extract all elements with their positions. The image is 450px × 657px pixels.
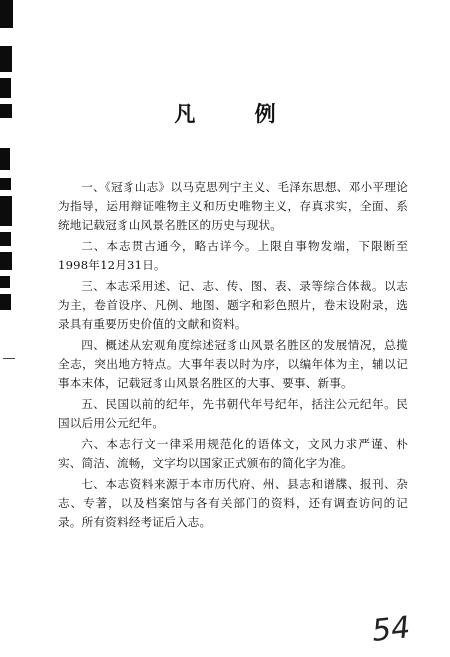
paragraph-4: 四、概述从宏观角度综述冠豸山风景名胜区的发展情况，总揽全志，突出地方特点。大事年表以时为序，以编年体为主，辅以记事本末体，记载冠豸山风景名胜区的大事、要事、新事。 [58, 338, 408, 390]
paragraph-7: 七、本志资料来源于本市历代府、州、县志和谱牒、报刊、杂志、专著，以及档案馆与各有关部门的资料，还有调查访问的记录。所有资料经考证后入志。 [58, 477, 408, 529]
paragraph-3: 三、本志采用述、记、志、传、图、表、录等综合体裁。以志为主，卷首设序、凡例、地图、题字和彩色照片，卷末设附录，选录具有重要历史价值的文献和资料。 [58, 279, 408, 331]
paragraph-6: 六、本志行文一律采用规范化的语体文，文风力求严谨、朴实、简洁、流畅，文字均以国家正式颁布的简化字为准。 [58, 437, 408, 470]
body-text [58, 178, 408, 534]
page-title: 凡 例 [174, 101, 302, 126]
paragraph-1: 一、《冠豸山志》以马克思列宁主义、毛泽东思想、邓小平理论为指导，运用辩证唯物主义和历史唯物主义，存真求实，全面、系统地记载冠豸山风景名胜区的历史与现状。 [58, 180, 408, 232]
page-number: 54 [370, 610, 412, 649]
paragraph-2: 二、本志贯古通今，略古详今。上限自事物发端，下限断至1998年12月31日。 [58, 239, 408, 272]
paragraph-5: 五、民国以前的纪年，先书朝代年号纪年，括注公元纪年。民国以后用公元纪年。 [58, 397, 408, 430]
margin-mark [3, 358, 15, 359]
